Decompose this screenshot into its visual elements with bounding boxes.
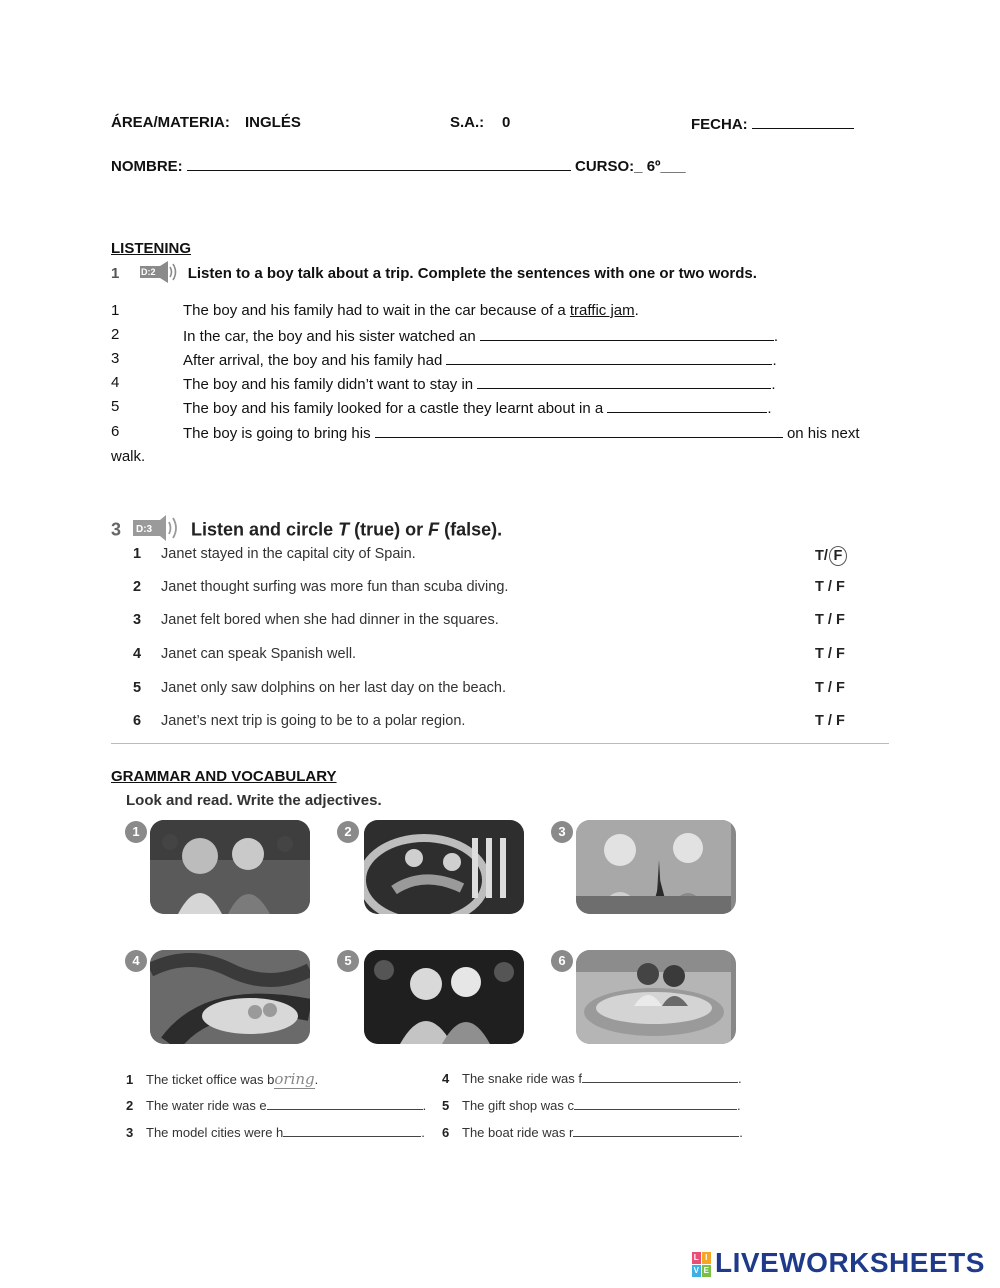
logo-tile-i: I <box>702 1252 711 1264</box>
sentence-text: The model cities were h <box>146 1125 284 1140</box>
tf-statement: Janet felt bored when she had dinner in the squares. <box>161 612 499 628</box>
tf-instr-pre: Listen and circle <box>191 519 339 540</box>
nombre-field <box>111 156 686 175</box>
sentence-text: The snake ride was f <box>462 1071 582 1086</box>
item-text: The boy and his family didn’t want to stay in <box>183 376 478 393</box>
sentence-number: 3 <box>126 1125 134 1140</box>
item-end: . <box>771 376 776 393</box>
tf-option-f[interactable]: F <box>835 646 845 662</box>
tf-option-t[interactable]: T <box>815 579 824 595</box>
tf-instruction <box>191 519 502 539</box>
tf-instr-f-word: (false). <box>439 519 503 540</box>
area-label: ÁREA/MATERIA: <box>111 114 230 131</box>
item-number: 4 <box>111 374 120 391</box>
picture-ticket-office <box>150 820 310 914</box>
answer-blank[interactable] <box>480 326 774 341</box>
tf-option-f[interactable]: F <box>835 612 845 628</box>
sentence-number: 4 <box>442 1071 450 1086</box>
picture-model-cities <box>576 820 736 914</box>
tf-sep: / <box>823 680 836 696</box>
grammar-instruction: Look and read. Write the adjectives. <box>126 792 382 809</box>
list-item <box>442 1097 741 1113</box>
tf-option-t[interactable]: T <box>815 713 824 729</box>
tf-sep: / <box>823 579 836 595</box>
sentence-end: . <box>314 1072 319 1087</box>
tf-number: 3 <box>133 612 142 628</box>
picture-number: 6 <box>551 950 573 972</box>
tf-number: 5 <box>133 680 142 696</box>
picture-gift-shop <box>364 950 524 1044</box>
sentence-text: The gift shop was c <box>462 1098 574 1113</box>
tf-statement: Janet stayed in the capital city of Spain. <box>161 546 416 562</box>
liveworksheets-logo-text: LIVEWORKSHEETS <box>715 1247 985 1278</box>
answer-blank[interactable] <box>267 1097 423 1110</box>
tf-answer[interactable] <box>815 713 845 729</box>
answer-blank[interactable] <box>477 374 771 389</box>
tf-number: 2 <box>133 579 142 595</box>
picture-number: 2 <box>337 821 359 843</box>
item-end: . <box>773 328 779 345</box>
list-item <box>126 1124 425 1140</box>
listening-instruction-row <box>111 260 757 288</box>
sentence-number: 6 <box>442 1125 450 1140</box>
tf-option-f[interactable]: F <box>835 713 845 729</box>
picture-number: 4 <box>125 950 147 972</box>
item-number: 6 <box>111 423 120 440</box>
section-divider <box>111 743 889 744</box>
sa-value: 0 <box>502 114 511 131</box>
tf-answer[interactable] <box>815 612 845 628</box>
sa-label: S.A.: <box>450 114 485 131</box>
liveworksheets-logo-icon <box>692 1252 712 1278</box>
tf-answer[interactable] <box>815 680 845 696</box>
logo-tile-v: V <box>693 1265 700 1275</box>
picture-snake-ride <box>150 950 310 1044</box>
sentence-text: The ticket office was b <box>146 1072 275 1087</box>
listening-title: LISTENING <box>111 240 192 257</box>
picture-number: 5 <box>337 950 359 972</box>
tf-option-f-circled[interactable]: F <box>829 546 847 566</box>
audio-speaker-icon[interactable] <box>132 514 180 547</box>
list-item <box>126 1070 318 1089</box>
sentence-number: 5 <box>442 1098 450 1113</box>
sentence-text: The boat ride was r <box>462 1125 574 1140</box>
tf-instr-t: T <box>338 519 350 540</box>
sentence-end: . <box>421 1125 425 1140</box>
list-item <box>126 1097 426 1113</box>
picture-water-ride <box>364 820 524 914</box>
item-answer: traffic jam <box>569 302 635 319</box>
tf-sep: / <box>823 646 836 662</box>
sentence-end: . <box>737 1071 742 1086</box>
item-text: In the car, the boy and his sister watched an <box>183 328 480 345</box>
item-end: . <box>767 400 772 417</box>
audio-track-label: D:2 <box>140 267 156 277</box>
tf-sep: / <box>823 713 836 729</box>
fecha-field <box>691 114 854 133</box>
item-number: 1 <box>111 302 120 319</box>
sentence-number: 1 <box>126 1072 134 1087</box>
task-number: 1 <box>111 264 120 282</box>
tf-option-t[interactable]: T <box>815 646 824 662</box>
handwritten-answer[interactable]: oring <box>274 1070 315 1088</box>
tf-number: 6 <box>133 713 142 729</box>
tf-answer[interactable] <box>815 546 847 566</box>
sentence-end: . <box>422 1098 427 1113</box>
answer-blank[interactable] <box>375 423 783 438</box>
tf-sep: / <box>823 548 828 564</box>
tf-statement: Janet’s next trip is going to be to a polar region. <box>161 713 466 729</box>
item-text: The boy and his family had to wait in the car because of a <box>183 302 570 319</box>
list-item <box>442 1124 743 1140</box>
answer-blank[interactable] <box>574 1097 737 1110</box>
item-end: . <box>772 352 777 369</box>
tf-instr-f: F <box>428 519 440 540</box>
audio-speaker-icon[interactable] <box>138 260 178 288</box>
tf-instr-t-word: (true) or <box>349 519 429 540</box>
picture-number: 1 <box>125 821 147 843</box>
answer-blank[interactable] <box>607 398 767 413</box>
tf-option-f[interactable]: F <box>835 680 845 696</box>
tf-statement: Janet thought surfing was more fun than scuba diving. <box>161 579 509 595</box>
tf-instruction-row <box>111 514 502 547</box>
answer-blank[interactable] <box>582 1070 738 1083</box>
nombre-blank[interactable] <box>187 156 571 171</box>
item-number: 3 <box>111 350 120 367</box>
logo-tile-e: E <box>703 1265 710 1275</box>
item-end: . <box>634 302 639 319</box>
sentence-end: . <box>739 1125 743 1140</box>
liveworksheets-logo[interactable] <box>692 1247 985 1279</box>
item-text: After arrival, the boy and his family had <box>183 352 447 369</box>
item-wrap-text: walk. <box>111 448 146 465</box>
sentence-number: 2 <box>126 1098 134 1113</box>
tf-option-t[interactable]: T <box>815 612 824 628</box>
item-text: The boy and his family looked for a castle they learnt about in a <box>183 400 608 417</box>
tf-option-t[interactable]: T <box>815 548 824 564</box>
fecha-label: FECHA: <box>691 116 748 133</box>
audio-track-label: D:3 <box>136 524 153 535</box>
logo-tile-l: L <box>693 1252 700 1262</box>
grammar-title: GRAMMAR AND VOCABULARY <box>111 768 337 785</box>
tf-option-f[interactable]: F <box>835 579 845 595</box>
item-number: 2 <box>111 326 120 343</box>
area-value: INGLÉS <box>245 114 301 131</box>
tf-sep: / <box>823 612 836 628</box>
answer-blank[interactable] <box>283 1124 421 1137</box>
nombre-label: NOMBRE: <box>111 158 183 175</box>
picture-number: 3 <box>551 821 573 843</box>
tf-option-t[interactable]: T <box>815 680 824 696</box>
item-end: on his next <box>782 425 860 442</box>
tf-answer[interactable] <box>815 579 845 595</box>
tf-task-number: 3 <box>111 519 122 540</box>
tf-answer[interactable] <box>815 646 845 662</box>
tf-number: 4 <box>133 646 142 662</box>
fecha-blank[interactable] <box>752 114 854 129</box>
listening-instruction: Listen to a boy talk about a trip. Complete the sentences with one or two words. <box>187 264 757 282</box>
tf-statement: Janet only saw dolphins on her last day on the beach. <box>161 680 507 696</box>
sentence-end: . <box>737 1098 741 1113</box>
tf-number: 1 <box>133 546 142 562</box>
answer-blank[interactable] <box>573 1124 739 1137</box>
answer-blank[interactable] <box>446 350 772 365</box>
list-item <box>442 1070 742 1086</box>
item-number: 5 <box>111 398 120 415</box>
tf-statement: Janet can speak Spanish well. <box>161 646 357 662</box>
item-text: The boy is going to bring his <box>183 425 375 442</box>
sentence-text: The water ride was e <box>146 1098 267 1113</box>
curso-label: CURSO:_ 6º___ <box>575 158 686 175</box>
picture-boat-ride <box>576 950 736 1044</box>
